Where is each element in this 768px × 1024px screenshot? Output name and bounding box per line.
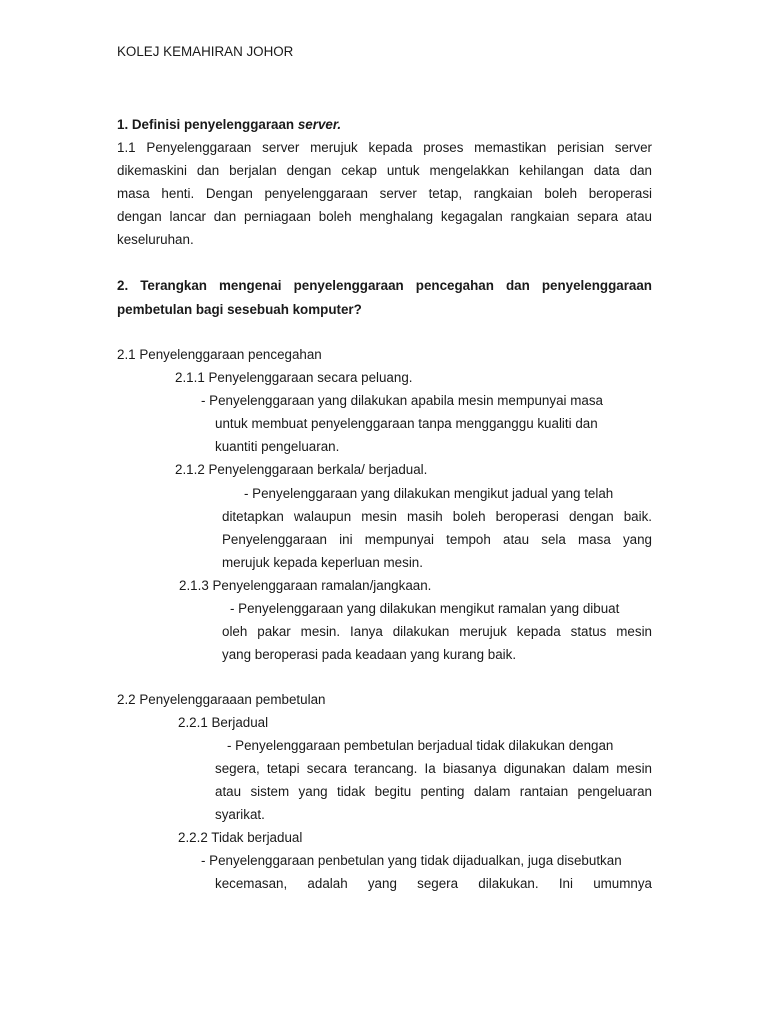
item-2-1-1-title: 2.1.1 Penyelenggaraan secara peluang.: [175, 370, 413, 385]
item-2-2-1-line-2: segera, tetapi secara terancang. Ia biasanya digunakan dalam mesin: [215, 761, 652, 776]
section-1-heading-italic: server.: [297, 117, 342, 132]
section-2-question-line-2: pembetulan bagi sesebuah komputer?: [117, 302, 362, 317]
item-2-1-2-line-3: Penyelenggaraan ini mempunyai tempoh atau sela masa yang: [222, 532, 652, 547]
item-2-2-2-line-2: kecemasan, adalah yang segera dilakukan. Ini umumnya: [215, 876, 652, 891]
item-2-1-1-line-2: untuk membuat penyelenggaraan tanpa mengganggu kualiti dan: [215, 416, 598, 431]
item-2-1-1-line-1: - Penyelenggaraan yang dilakukan apabila mesin mempunyai masa: [201, 393, 603, 408]
section-1-para-line-4: dengan lancar dan perniagaan boleh menghalang kegagalan rangkaian separa atau: [117, 209, 652, 224]
item-2-1-1-line-3: kuantiti pengeluaran.: [215, 439, 340, 454]
item-2-1-2-line-4: merujuk kepada keperluan mesin.: [222, 555, 423, 570]
section-1-para-line-1: 1.1 Penyelenggaraan server merujuk kepada proses memastikan perisian server: [117, 140, 652, 155]
item-2-1-2-title: 2.1.2 Penyelenggaraan berkala/ berjadual.: [175, 462, 428, 477]
item-2-1-3-line-3: yang beroperasi pada keadaan yang kurang baik.: [222, 647, 517, 662]
section-1-para-line-3: masa henti. Dengan penyelenggaraan server tetap, rangkaian boleh beroperasi: [117, 186, 652, 201]
section-2-2-title: 2.2 Penyelenggaraaan pembetulan: [117, 692, 326, 707]
section-1-heading: [117, 117, 341, 133]
section-1-para-line-5: keseluruhan.: [117, 232, 194, 247]
item-2-2-1-line-3: atau sistem yang tidak begitu penting dalam rantaian pengeluaran: [215, 784, 652, 799]
item-2-1-2-line-2: ditetapkan walaupun mesin masih boleh beroperasi dengan baik.: [222, 509, 652, 524]
item-2-2-1-line-4: syarikat.: [215, 807, 265, 822]
section-1-heading-text: 1. Definisi penyelenggaraan: [117, 117, 298, 132]
item-2-2-2-title: 2.2.2 Tidak berjadual: [178, 830, 303, 845]
section-2-1-title: 2.1 Penyelenggaraan pencegahan: [117, 347, 322, 362]
document-header: KOLEJ KEMAHIRAN JOHOR: [117, 44, 294, 59]
item-2-1-3-line-1: - Penyelenggaraan yang dilakukan mengikut ramalan yang dibuat: [230, 601, 620, 616]
item-2-1-3-line-2: oleh pakar mesin. Ianya dilakukan merujuk kepada status mesin: [222, 624, 652, 639]
item-2-2-1-line-1: - Penyelenggaraan pembetulan berjadual tidak dilakukan dengan: [227, 738, 614, 753]
section-1-para-line-2: dikemaskini dan berjalan dengan cekap untuk mengelakkan kehilangan data dan: [117, 163, 652, 178]
item-2-2-2-line-1: - Penyelenggaraan penbetulan yang tidak dijadualkan, juga disebutkan: [201, 853, 622, 868]
item-2-1-2-line-1: - Penyelenggaraan yang dilakukan mengikut jadual yang telah: [244, 486, 614, 501]
section-2-question-line-1: 2. Terangkan mengenai penyelenggaraan pencegahan dan penyelenggaraan: [117, 278, 652, 293]
item-2-2-1-title: 2.2.1 Berjadual: [178, 715, 269, 730]
item-2-1-3-title: 2.1.3 Penyelenggaraan ramalan/jangkaan.: [179, 578, 432, 593]
